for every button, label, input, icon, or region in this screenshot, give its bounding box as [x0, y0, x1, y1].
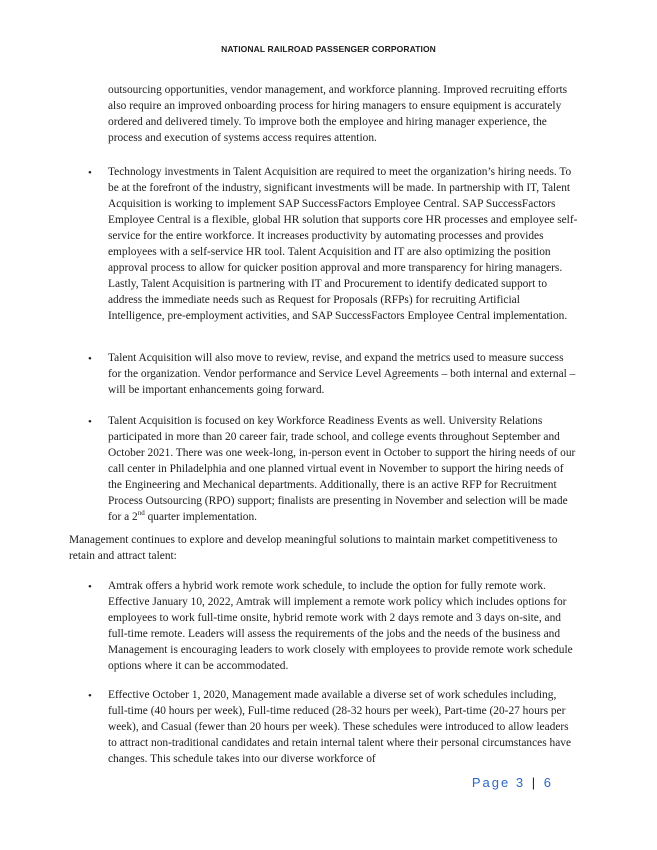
page-number — [472, 775, 553, 790]
continuation-paragraph: outsourcing opportunities, vendor management, and workforce planning. Improved recruiting efforts also require an improved onboarding process for hiring managers to ensure equipment is accurately ordered and delivered timely. To improve both the employee and hiring manager experience, the process and execution of systems access requires attention. — [108, 84, 568, 144]
bullet-text: Talent Acquisition is focused on key Workforce Readiness Events as well. University Relations participated in more than 20 career fair, trade school, and college events throughout September and October 2021. There was one week-long, in-person event in October to support the hiring needs of our call center in Philadelphia and one planned virtual event in November to support the hiring needs of the Engineering and Mechanical departments. Additionally, there is an active RFP for Recruitment Process Outsourcing (RPO) support; finalists are presenting in November and selection will be made for a 2 — [108, 415, 576, 523]
bullet-text: Effective October 1, 2020, Management made available a diverse set of work schedules including, full-time (40 hours per week), Full-time reduced (28-32 hours per week), Part-time (20-27 hours per week), and Casual (fewer than 20 hours per week). These schedules were introduced to allow leaders to attract non-traditional candidates and retain internal talent where their personal circumstances have changes. This schedule takes into our diverse workforce of — [108, 689, 572, 765]
page-word: Page — [471, 775, 511, 790]
bullet-dot: • — [88, 416, 92, 428]
page-separator: | — [531, 775, 538, 790]
bullet-dot: • — [88, 353, 92, 365]
bullet-dot: • — [88, 167, 92, 179]
bullet-technology-investments — [88, 164, 578, 324]
bullet-workforce-events — [88, 413, 578, 525]
bullet-text-tail: quarter implementation. — [144, 511, 258, 523]
bullet-text: Talent Acquisition will also move to review, revise, and expand the metrics used to measure success for the organization. Vendor performance and Service Level Agreements – both internal and external – will be important enhancements going forward. — [108, 352, 576, 396]
superscript-ordinal: nd — [137, 509, 145, 518]
bullet-dot: • — [88, 581, 92, 593]
management-lead-paragraph: Management continues to explore and develop meaningful solutions to maintain market competitiveness to retain and attract talent: — [69, 534, 558, 562]
bullet-text: Technology investments in Talent Acquisition are required to meet the organization’s hiring needs. To be at the forefront of the industry, significant investments will be made. In partnership with IT, Talent Acquisition is working to implement SAP SuccessFactors Employee Central. SAP SuccessFactors Employee Central is a flexible, global HR solution that supports core HR processes and employee self-service for the entire workforce. It increases productivity by automating processes and provides employees with a self-service HR tool. Talent Acquisition and IT are also optimizing the position approval process to allow for quicker position approval and more transparency for hiring managers. Lastly, Talent Acquisition is partnering with IT and Procurement to identify dedicated support to address the immediate needs such as Request for Proposals (RFPs) for recruiting Artificial Intelligence, pre-employment activities, and SAP SuccessFactors Employee Central implementation. — [108, 166, 578, 322]
bullet-metrics — [88, 350, 578, 398]
bullet-text: Amtrak offers a hybrid work remote work schedule, to include the option for fully remote work. Effective January 10, 2022, Amtrak will implement a remote work policy which includes options for employees to work full-time onsite, hybrid remote work with 2 days remote and 3 days on-site, and full-time remote. Leaders will assess the requirements of the jobs and the needs of the business and Management is encouraging leaders to work closely with employees to provide remote work schedule options where it can be accommodated. — [108, 580, 573, 672]
bullet-dot: • — [88, 690, 92, 702]
page-current: 3 — [515, 775, 526, 790]
page-total: 6 — [543, 775, 553, 790]
page-header: NATIONAL RAILROAD PASSENGER CORPORATION — [221, 44, 436, 54]
bullet-work-schedules — [88, 687, 578, 767]
bullet-hybrid-work — [88, 578, 578, 674]
